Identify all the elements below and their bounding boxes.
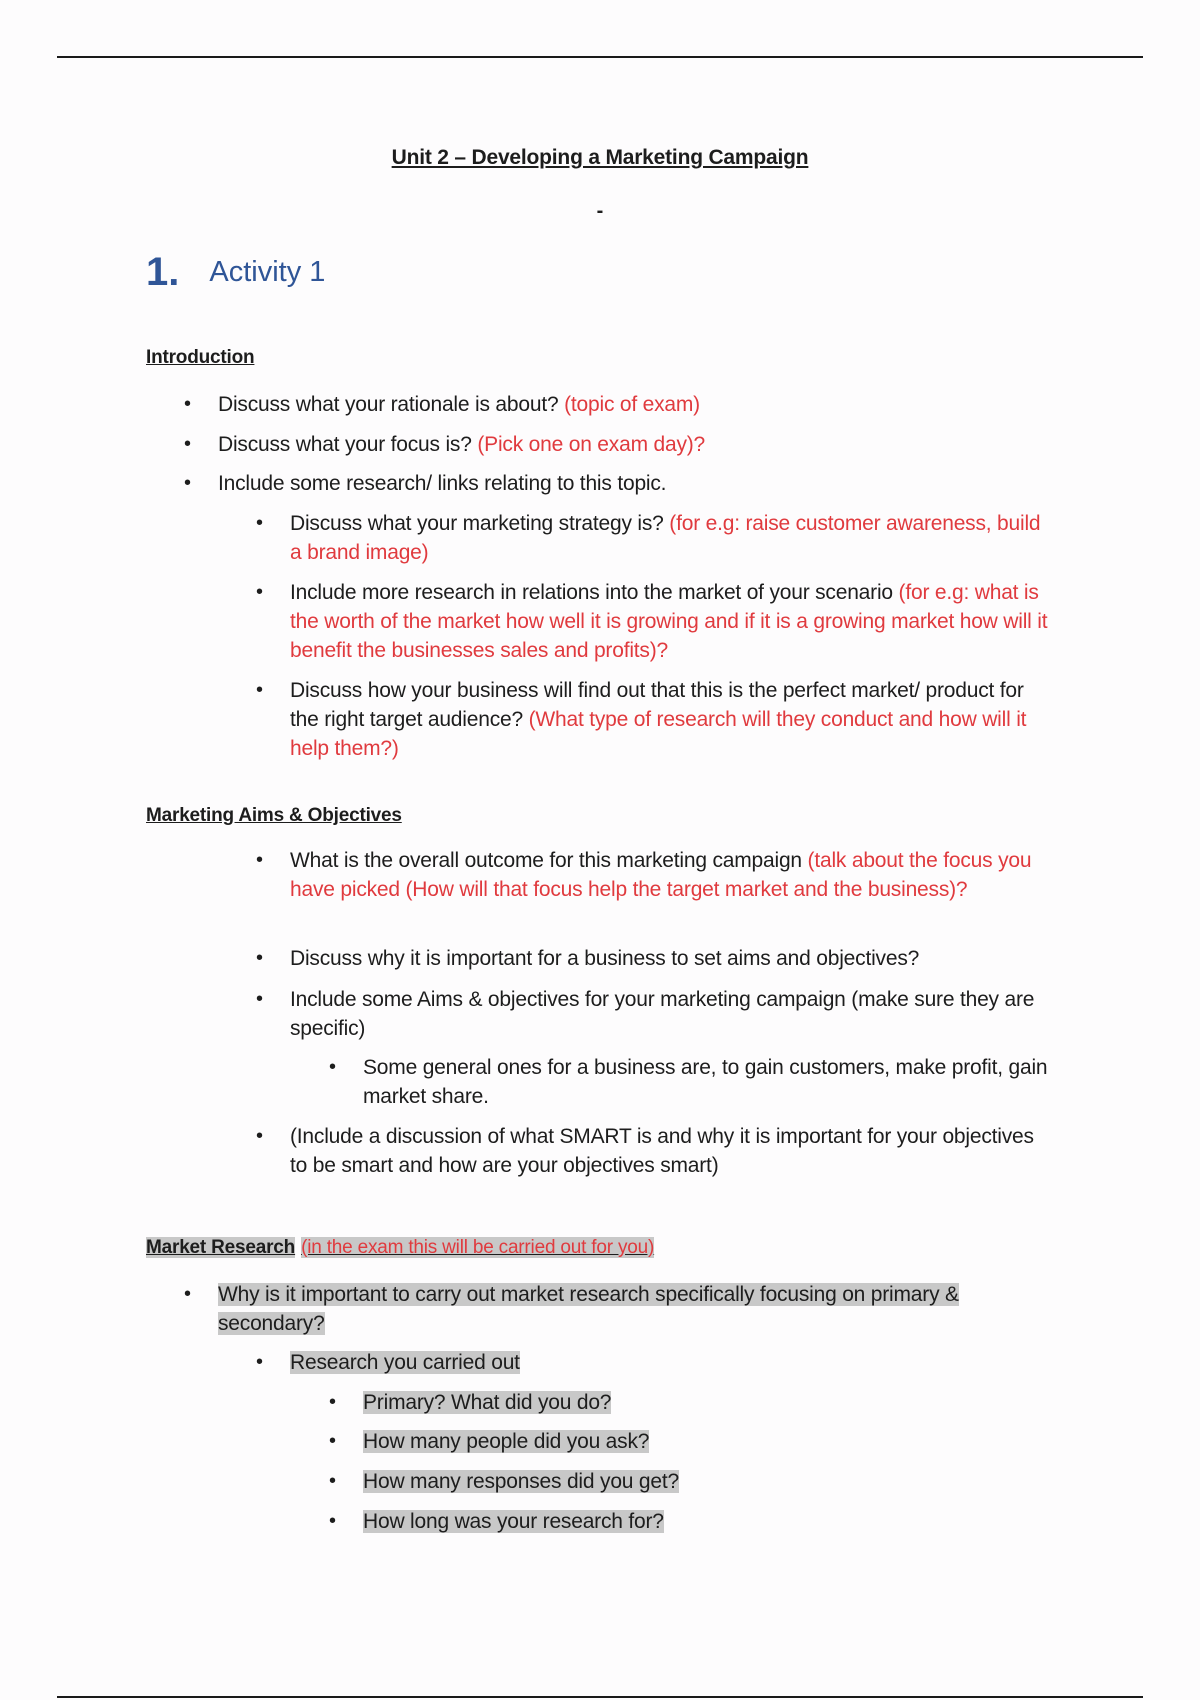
item-text: Include some Aims & objectives for your marketing campaign (make sure they are specific) bbox=[290, 988, 1035, 1040]
item-note: (Pick one on exam day)? bbox=[477, 433, 706, 456]
bullet: • bbox=[184, 472, 191, 494]
item-note: (talk about the focus you have picked (How will that focus help the target market and the business)? bbox=[290, 849, 1032, 901]
bullet: • bbox=[256, 849, 263, 871]
item-text: Discuss how your business will find out that this is the perfect market/ product for the right target audience? bbox=[290, 679, 1024, 731]
bullet: • bbox=[329, 1470, 336, 1492]
item-note: (for e.g: what is the worth of the market how well it is growing and if it is a growing market how will it benefit the businesses sales and profits)? bbox=[290, 581, 1048, 662]
bullet: • bbox=[184, 433, 191, 455]
footer-rule bbox=[57, 1696, 1143, 1698]
item-text: Discuss what your marketing strategy is? bbox=[290, 512, 664, 535]
list-item bbox=[329, 1427, 1063, 1456]
header-rule bbox=[57, 56, 1143, 58]
bullet: • bbox=[256, 1351, 263, 1373]
activity-title: Activity 1 bbox=[209, 256, 326, 288]
list-item bbox=[329, 1507, 1063, 1536]
bullet: • bbox=[256, 988, 263, 1010]
item-text: How many responses did you get? bbox=[363, 1470, 679, 1493]
item-text: Discuss what your focus is? bbox=[218, 433, 472, 456]
item-text: Research you carried out bbox=[290, 1351, 520, 1374]
bullet: • bbox=[329, 1510, 336, 1532]
bullet: • bbox=[256, 679, 263, 701]
title-dash: - bbox=[596, 200, 604, 222]
list-item bbox=[329, 1388, 1063, 1417]
bullet: • bbox=[184, 1283, 191, 1305]
list-item bbox=[256, 509, 1050, 567]
activity-heading bbox=[146, 250, 325, 295]
bullet: • bbox=[256, 1125, 263, 1147]
item-note: (for e.g: raise customer awareness, build a brand image) bbox=[290, 512, 1041, 564]
item-text: How long was your research for? bbox=[363, 1510, 664, 1533]
bullet: • bbox=[329, 1056, 336, 1078]
bullet: • bbox=[256, 947, 263, 969]
activity-number: 1. bbox=[146, 250, 180, 294]
list-item bbox=[256, 578, 1050, 665]
item-text: Some general ones for a business are, to gain customers, make profit, gain market share. bbox=[363, 1056, 1048, 1108]
research-heading-note: (in the exam this will be carried out for you) bbox=[301, 1237, 655, 1258]
list-item bbox=[256, 985, 1050, 1043]
bullet: • bbox=[329, 1391, 336, 1413]
item-text: Discuss why it is important for a business to set aims and objectives? bbox=[290, 947, 920, 970]
item-text: Why is it important to carry out market research specifically focusing on primary & secondary? bbox=[218, 1283, 959, 1335]
list-item bbox=[256, 846, 1050, 904]
list-item bbox=[184, 430, 1048, 459]
item-text: How many people did you ask? bbox=[363, 1430, 650, 1453]
item-text: Include more research in relations into the market of your scenario bbox=[290, 581, 893, 604]
item-note: (topic of exam) bbox=[564, 393, 700, 416]
bullet: • bbox=[184, 393, 191, 415]
list-item bbox=[329, 1467, 1063, 1496]
aims-heading: Marketing Aims & Objectives bbox=[146, 805, 402, 826]
bullet: • bbox=[256, 581, 263, 603]
research-heading-text: Market Research bbox=[146, 1237, 296, 1258]
list-item bbox=[329, 1053, 1063, 1111]
page-title: Unit 2 – Developing a Marketing Campaign bbox=[391, 146, 809, 169]
list-item bbox=[184, 390, 1048, 419]
list-item bbox=[256, 1348, 1050, 1377]
list-item bbox=[256, 676, 1050, 763]
item-text: Primary? What did you do? bbox=[363, 1391, 612, 1414]
list-item bbox=[184, 1280, 1048, 1338]
item-text: Discuss what your rationale is about? bbox=[218, 393, 559, 416]
item-text: What is the overall outcome for this marketing campaign bbox=[290, 849, 802, 872]
bullet: • bbox=[256, 512, 263, 534]
item-text: Include some research/ links relating to this topic. bbox=[218, 472, 667, 495]
introduction-heading: Introduction bbox=[146, 347, 255, 368]
item-note: (What type of research will they conduct and how will it help them?) bbox=[290, 708, 1027, 760]
research-heading bbox=[146, 1237, 654, 1259]
bullet: • bbox=[329, 1430, 336, 1452]
list-item bbox=[256, 944, 1050, 973]
list-item bbox=[184, 469, 1048, 498]
list-item bbox=[256, 1122, 1050, 1180]
item-text: (Include a discussion of what SMART is and why it is important for your objectives to be smart and how are your objectives smart) bbox=[290, 1125, 1034, 1177]
